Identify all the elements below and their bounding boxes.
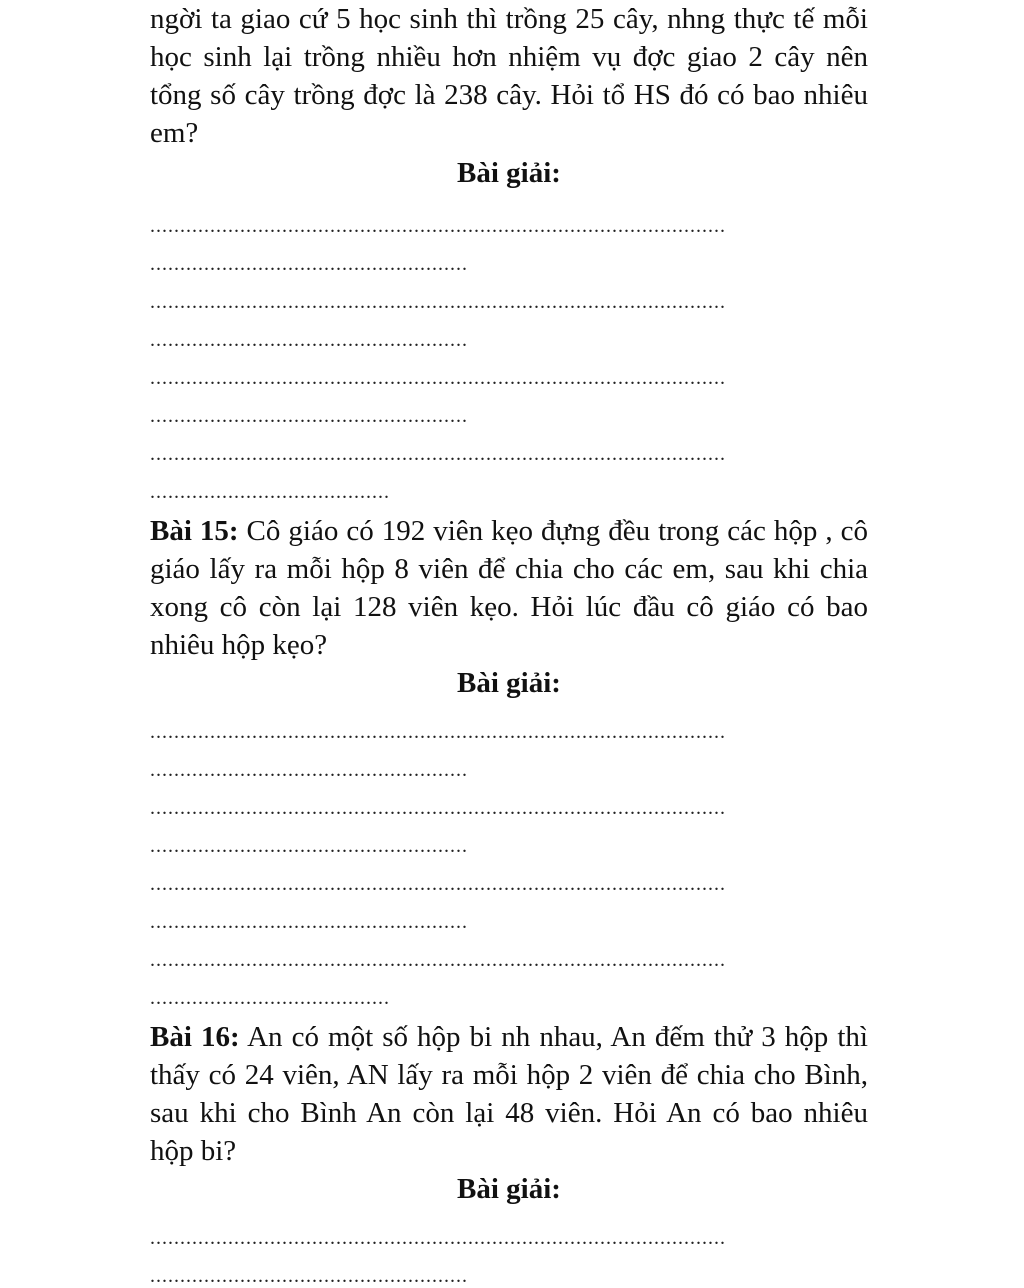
answer-lines-1 [150, 200, 868, 504]
answer-line: ................................................................................................ [150, 443, 726, 465]
answer-line: ................................................................................................ [150, 215, 726, 237]
answer-line: ........................................ [150, 987, 390, 1009]
answer-lines-2 [150, 706, 868, 1010]
answer-line: ..................................................... [150, 911, 468, 933]
answer-line: ........................................ [150, 481, 390, 503]
problem-14-text: ngời ta giao cứ 5 học sinh thì trồng 25 cây, nhng thực tế mỗi học sinh lại trồng nhiều hơn nhiệm vụ đợc giao 2 cây nên tổng số cây trồng đợc là 238 cây. Hỏi tổ HS đó có bao nhiêu em? [150, 3, 868, 149]
answer-line: ..................................................... [150, 253, 468, 275]
answer-lines-3 [150, 1212, 868, 1288]
answer-line: ................................................................................................ [150, 1227, 726, 1249]
answer-line: ................................................................................................ [150, 797, 726, 819]
problem-16-text: An có một số hộp bi nh nhau, An đếm thử 3 hộp thì thấy có 24 viên, AN lấy ra mỗi hộp 2 viên để chia cho Bình, sau khi cho Bình An còn lại 48 viên. Hỏi An có bao nhiêu hộp bi? [150, 1021, 868, 1167]
solution-heading-1: Bài giải: [457, 157, 561, 189]
answer-line: ..................................................... [150, 405, 468, 427]
answer-line: ................................................................................................ [150, 721, 726, 743]
problem-16 [150, 1018, 868, 1170]
answer-line: ..................................................... [150, 835, 468, 857]
answer-line: ................................................................................................ [150, 367, 726, 389]
solution-heading-3: Bài giải: [457, 1173, 561, 1205]
problem-15-number: Bài 15: [150, 515, 239, 547]
solution-heading-2: Bài giải: [457, 667, 561, 699]
problem-15-text: Cô giáo có 192 viên kẹo đựng đều trong các hộp , cô giáo lấy ra mỗi hộp 8 viên để chia cho các em, sau khi chia xong cô còn lại 128 viên kẹo. Hỏi lúc đầu cô giáo có bao nhiêu hộp kẹo? [150, 515, 869, 661]
answer-line: ................................................................................................ [150, 873, 726, 895]
worksheet-page [150, 0, 868, 1288]
problem-16-number: Bài 16: [150, 1021, 240, 1053]
answer-line: ..................................................... [150, 329, 468, 351]
answer-line: ................................................................................................ [150, 949, 726, 971]
answer-line: ..................................................... [150, 759, 468, 781]
problem-15 [150, 512, 868, 664]
answer-line: ..................................................... [150, 1265, 468, 1287]
answer-line: ................................................................................................ [150, 291, 726, 313]
